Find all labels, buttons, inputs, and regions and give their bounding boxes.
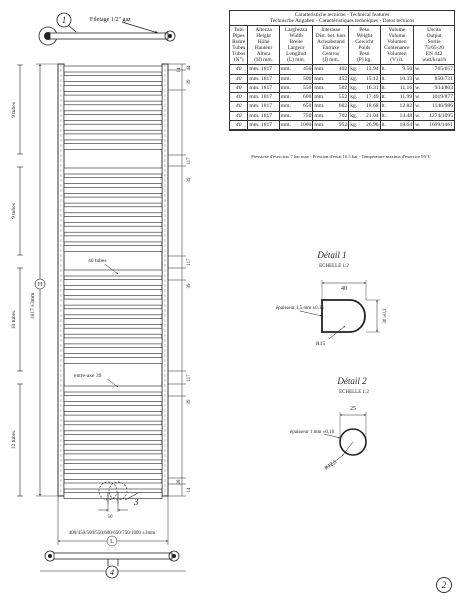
tube-count-9-middle: 9 tubes — [11, 203, 17, 219]
cell-value: 1699/1461 — [429, 121, 453, 128]
cell-value: 14.48 — [399, 112, 413, 119]
cell-unit: lt. — [381, 75, 387, 82]
table-header-cell — [349, 26, 380, 65]
table-header-cell — [230, 26, 248, 65]
tube — [64, 207, 162, 213]
header-line: Poids — [358, 45, 371, 52]
cell-unit: mm. — [314, 94, 325, 101]
tube — [64, 338, 162, 344]
tube — [64, 357, 162, 363]
cell-value: mm. 1817 — [249, 75, 273, 82]
table-cell — [380, 102, 414, 111]
table-row — [230, 102, 454, 111]
cell-unit: mm. — [314, 121, 325, 128]
cell-value: 600 — [302, 94, 312, 101]
table-cell — [349, 120, 380, 129]
header-line: Width — [289, 33, 303, 40]
tube — [64, 246, 162, 252]
header-line: Hauteur — [254, 45, 273, 52]
cell-unit: mm. — [280, 75, 291, 82]
cell-value: 9.50 — [402, 66, 413, 73]
front-view — [58, 64, 168, 504]
top-view-collector — [50, 33, 168, 39]
table-row — [230, 93, 454, 102]
detail-1-title: Détail 1 — [317, 250, 347, 260]
tubes-40-label: 40 tubes — [88, 258, 107, 264]
tube — [64, 454, 162, 460]
header-line: Breite — [289, 39, 303, 46]
detail-2-thickness: épaisseur 1 mm ±0,10 — [290, 430, 335, 435]
cell-unit: kg. — [350, 121, 358, 128]
header-line: Altura — [256, 51, 271, 58]
dim-top-44: 44 — [187, 65, 192, 71]
header-line: Sortie — [427, 39, 441, 46]
tube — [64, 464, 162, 470]
cell-value: 40 — [235, 94, 242, 101]
corner-callout — [436, 577, 452, 593]
header-line: Entraxe — [322, 45, 340, 52]
table-header-cell — [248, 26, 279, 65]
tube — [64, 328, 162, 334]
table-cell — [380, 120, 414, 129]
table-cell — [230, 120, 248, 129]
tube — [64, 144, 162, 150]
header-line: Uscita — [427, 27, 441, 34]
header-line: (N°) — [233, 57, 244, 64]
tube — [64, 405, 162, 411]
header-line: Rohre — [232, 39, 246, 46]
tube — [64, 134, 162, 140]
tube — [64, 226, 162, 232]
header-line: Volumen — [387, 39, 407, 46]
cell-value: 40 — [235, 103, 242, 110]
table-cell — [380, 83, 414, 92]
table-cell — [313, 120, 349, 129]
cell-value: 500 — [302, 75, 312, 82]
cell-value: 1019/877 — [431, 94, 453, 101]
tube — [64, 115, 162, 121]
cell-unit: mm. — [280, 103, 291, 110]
cell-value: 452 — [338, 75, 348, 82]
table-cell — [230, 111, 248, 120]
table-header-cell — [313, 26, 349, 65]
cell-value: mm. 1817 — [249, 94, 273, 101]
tube — [64, 280, 162, 286]
header-line: Volume — [388, 33, 406, 40]
table-cell — [279, 120, 313, 129]
tube — [64, 425, 162, 431]
table-cell — [279, 102, 313, 111]
tube — [64, 473, 162, 479]
tube — [64, 289, 162, 295]
dim-top-14: 14 — [177, 67, 182, 73]
table-header-cell — [414, 26, 454, 65]
dim-39-lower: 39 — [187, 399, 192, 405]
cell-unit: kg. — [350, 94, 358, 101]
detail-2-diameter: 25 — [350, 406, 356, 412]
valve-spacing-dimension — [98, 504, 128, 512]
cell-value: 40 — [235, 121, 242, 128]
spec-table — [230, 26, 454, 130]
cell-unit: lt. — [381, 121, 387, 128]
cell-unit: mm. — [280, 121, 291, 128]
table-row — [230, 65, 454, 74]
cell-value: 650 — [302, 103, 312, 110]
table-cell — [414, 111, 454, 120]
cell-value: 1146/986 — [432, 103, 453, 110]
table-cell — [279, 74, 313, 83]
header-line: Gewicht — [355, 39, 374, 46]
cell-unit: mm. — [314, 66, 325, 73]
cell-value: 850/731 — [434, 75, 453, 82]
table-cell — [230, 102, 248, 111]
table-cell — [414, 83, 454, 92]
technical-features-table — [229, 10, 455, 131]
table-cell — [349, 93, 380, 102]
cell-unit: w. — [415, 66, 421, 73]
header-line: (V) lt. — [390, 57, 404, 64]
table-cell — [414, 102, 454, 111]
cell-value: mm. 1817 — [249, 66, 273, 73]
tube — [64, 386, 162, 392]
table-cell — [248, 102, 279, 111]
tube — [64, 85, 162, 91]
cell-unit: kg. — [350, 103, 358, 110]
tube-count-10: 10 tubes — [11, 310, 17, 330]
table-cell — [248, 111, 279, 120]
header-line: (L) mm. — [287, 57, 306, 64]
header-line: Interasse — [321, 27, 341, 34]
dim-117-lower: 117 — [187, 374, 192, 382]
table-cell — [279, 111, 313, 120]
cell-value: 13.94 — [365, 66, 379, 73]
table-header-cell — [279, 26, 313, 65]
table-cell — [349, 83, 380, 92]
callout-1: 1 — [61, 15, 67, 25]
table-row — [230, 83, 454, 92]
header-line: Larghezza — [284, 27, 308, 34]
cell-value: 40 — [235, 84, 242, 91]
cell-value: mm. 1817 — [249, 84, 273, 91]
cell-value: 12.82 — [399, 103, 413, 110]
cell-value: 16.31 — [365, 84, 379, 91]
table-cell — [230, 83, 248, 92]
cell-unit: mm. — [314, 84, 325, 91]
right-dimension-chain — [168, 64, 186, 496]
table-cell — [414, 65, 454, 74]
cell-unit: w. — [415, 112, 421, 119]
cell-value: 18.68 — [365, 103, 379, 110]
dim-bottom-14: 14 — [187, 487, 192, 493]
header-line: EN 442 — [425, 51, 443, 58]
table-title-line-1: Caratteristiche tecniche - Technical features — [294, 12, 390, 18]
cell-unit: kg. — [350, 84, 358, 91]
table-cell — [414, 120, 454, 129]
header-line: Volume — [388, 27, 406, 34]
table-cell — [248, 93, 279, 102]
table-cell — [279, 83, 313, 92]
tube — [64, 217, 162, 223]
table-cell — [380, 111, 414, 120]
cell-unit: lt. — [381, 84, 387, 91]
dim-top-39: 39 — [187, 79, 192, 85]
cell-value: 11.99 — [399, 94, 413, 101]
tube — [64, 124, 162, 130]
dim-39-upper: 39 — [187, 177, 192, 183]
table-row — [230, 120, 454, 129]
cell-unit: kg. — [350, 112, 358, 119]
table-cell — [380, 74, 414, 83]
cell-unit: w. — [415, 121, 421, 128]
table-cell — [313, 111, 349, 120]
cell-value: 602 — [338, 103, 348, 110]
cell-value: 552 — [338, 94, 348, 101]
detail-1-scale: ECHELLE 1:2 — [319, 264, 349, 269]
cell-value: 952 — [338, 121, 348, 128]
dim-bottom-50: 50 — [107, 515, 113, 520]
tube — [64, 95, 162, 101]
header-line: Pipes — [232, 33, 245, 40]
tube — [64, 493, 162, 499]
cell-unit: mm. — [280, 84, 291, 91]
table-header-row — [230, 26, 454, 65]
cell-value: 10.33 — [399, 75, 413, 82]
table-cell — [230, 65, 248, 74]
tube — [64, 187, 162, 193]
detail-1-height: 30 ±0,2 — [383, 308, 388, 324]
cell-value: 934/803 — [434, 84, 453, 91]
cell-unit: mm. — [314, 103, 325, 110]
tube — [64, 309, 162, 315]
cell-unit: mm. — [280, 94, 291, 101]
cell-unit: lt. — [381, 112, 387, 119]
dim-117-upper: 117 — [187, 157, 192, 165]
tube — [64, 76, 162, 82]
table-cell — [313, 102, 349, 111]
cell-value: 40 — [235, 66, 242, 73]
table-cell — [313, 74, 349, 83]
header-line: (P) kg. — [357, 57, 372, 64]
cell-value: 40 — [235, 75, 242, 82]
detail-1-width: 40 — [341, 286, 347, 292]
cell-value: 550 — [302, 84, 312, 91]
tube-count-brackets — [17, 64, 58, 496]
detail-1-thickness: épaisseur 1,5 mm ±0,15 — [276, 306, 324, 311]
tube — [64, 197, 162, 203]
fitting-label: Filetage 1/2" gaz — [90, 17, 131, 23]
cell-value: 11.16 — [399, 84, 413, 91]
cell-value: 765/657 — [434, 66, 453, 73]
letter-l: L — [110, 539, 114, 545]
tube — [64, 415, 162, 421]
width-dimension-label: 400/450/500/550/600/650/750/1000 ±3mm — [68, 531, 156, 536]
table-cell — [313, 83, 349, 92]
cell-value: 1000 — [300, 121, 312, 128]
tube — [64, 483, 162, 489]
table-title — [230, 11, 454, 26]
detail-2-profile — [324, 412, 366, 468]
cell-unit: w. — [415, 103, 421, 110]
header-line: Largeur — [287, 45, 305, 52]
cell-unit: mm. — [314, 75, 325, 82]
header-line: watt/kcal/h — [422, 57, 447, 64]
cell-value: 15.12 — [365, 75, 379, 82]
table-cell — [349, 102, 380, 111]
callout-3: 3 — [134, 497, 139, 507]
table-header-cell — [380, 26, 414, 65]
header-line: Volumen — [387, 51, 407, 58]
header-line: Achsabstand — [317, 39, 345, 46]
detail-2-scale: ECHELLE 1:2 — [339, 390, 369, 395]
pressure-note: Pressione d'esercizio 7 bar max - Pression d'essai 10.5 bar - Température maxima d'exercice 95°C — [251, 154, 431, 159]
header-line: Centros — [322, 51, 340, 58]
table-title-line-2: Technische Angaben - Caractéristiques techniques - Datos tecnicos — [269, 18, 415, 25]
horizontal-tubes — [64, 66, 162, 499]
tube — [64, 435, 162, 441]
tube — [64, 444, 162, 450]
table-cell — [349, 74, 380, 83]
cell-value: 18.64 — [399, 121, 413, 128]
header-line: 75/65-20 — [424, 45, 444, 52]
table-row — [230, 74, 454, 83]
cell-value: 1274/1095 — [429, 112, 453, 119]
letter-h: H — [37, 282, 43, 288]
table-cell — [313, 65, 349, 74]
header-line: Weight — [356, 33, 373, 40]
cell-value: 26.96 — [365, 121, 379, 128]
table-cell — [248, 65, 279, 74]
tube — [64, 396, 162, 402]
header-line: Output — [426, 33, 442, 40]
header-line: Peso — [359, 27, 370, 34]
cell-value: mm. 1817 — [249, 112, 273, 119]
dim-117-middle: 117 — [187, 258, 192, 266]
detail-2-title: Détail 2 — [337, 376, 367, 386]
tube — [64, 319, 162, 325]
cell-unit: w. — [415, 94, 421, 101]
cell-unit: w. — [415, 75, 421, 82]
header-line: Longitud — [286, 51, 306, 58]
tube — [64, 236, 162, 242]
table-cell — [248, 120, 279, 129]
cell-value: 702 — [338, 112, 348, 119]
detail-1-radius: R15 — [316, 341, 326, 347]
callout-2: 2 — [441, 580, 447, 590]
cell-unit: kg. — [350, 75, 358, 82]
entre-axe-label: entre-axe 39 — [74, 373, 102, 379]
table-cell — [414, 74, 454, 83]
table-cell — [248, 83, 279, 92]
detail-2-radius: R12,5 — [323, 459, 339, 472]
height-dimension: 1817 ±3mm — [30, 292, 36, 320]
header-line: Height — [256, 33, 271, 40]
cell-value: 17.49 — [365, 94, 379, 101]
cell-value: 450 — [302, 66, 312, 73]
table-cell — [349, 65, 380, 74]
cell-unit: lt. — [381, 94, 387, 101]
header-line: Altezza — [255, 27, 272, 34]
header-line: Tubi — [233, 27, 244, 34]
cell-unit: mm. — [280, 112, 291, 119]
cell-value: 402 — [338, 66, 348, 73]
cell-value: mm. 1817 — [249, 121, 273, 128]
cell-unit: mm. — [314, 112, 325, 119]
table-cell — [380, 65, 414, 74]
tube — [64, 270, 162, 276]
header-line: Tubes — [232, 45, 246, 52]
tube-count-9-upper: 9 tubes — [11, 102, 17, 118]
cell-value: 502 — [338, 84, 348, 91]
cell-value: 750 — [302, 112, 312, 119]
header-line: Contenance — [384, 45, 410, 52]
table-cell — [313, 93, 349, 102]
tube — [64, 348, 162, 354]
cell-value: mm. 1817 — [249, 103, 273, 110]
cell-value: 21.04 — [365, 112, 379, 119]
header-line: Tubos — [232, 51, 246, 58]
tube — [64, 178, 162, 184]
table-cell — [380, 93, 414, 102]
tube — [64, 299, 162, 305]
cell-value: 40 — [235, 112, 242, 119]
tube — [64, 168, 162, 174]
dim-bottom-28: 28 — [177, 479, 182, 485]
header-line: (I) mm. — [322, 57, 339, 64]
cell-unit: mm. — [280, 66, 291, 73]
header-line: Höhe — [257, 39, 270, 46]
table-cell — [230, 74, 248, 83]
header-line: Peso — [359, 51, 370, 58]
table-cell — [414, 93, 454, 102]
header-line: Dist. bet. bars — [315, 33, 346, 40]
table-cell — [279, 93, 313, 102]
table-cell — [279, 65, 313, 74]
tube-count-12: 12 tubes — [11, 430, 17, 450]
tube — [64, 105, 162, 111]
cell-unit: kg. — [350, 66, 358, 73]
cell-unit: w. — [415, 84, 421, 91]
dim-39-middle: 39 — [187, 283, 192, 289]
table-row — [230, 111, 454, 120]
table-cell — [230, 93, 248, 102]
tube — [64, 66, 162, 72]
table-cell — [248, 74, 279, 83]
cell-unit: lt. — [381, 66, 387, 73]
header-line: (H) mm. — [254, 57, 273, 64]
callout-4: 4 — [110, 568, 114, 577]
cell-unit: lt. — [381, 103, 387, 110]
table-cell — [349, 111, 380, 120]
